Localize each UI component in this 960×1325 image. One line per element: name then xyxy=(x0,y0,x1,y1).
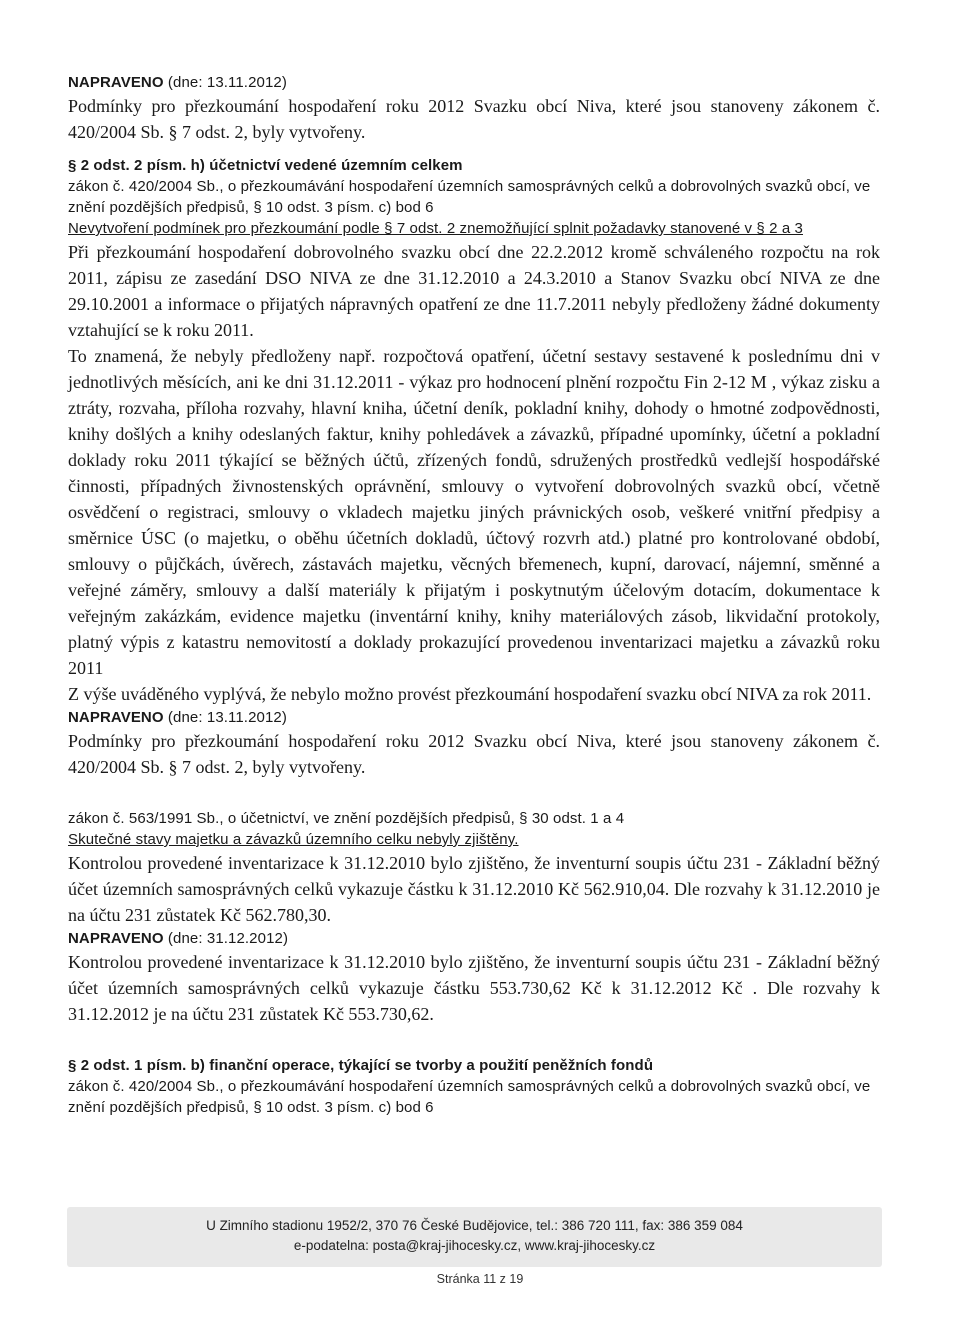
law-reference: zákon č. 420/2004 Sb., o přezkoumávání hospodaření územních samosprávných celků a dobrovolných svazků obcí, ve znění pozdějších předpisů, § 10 odst. 3 písm. c) bod 6 xyxy=(68,1078,871,1116)
status-line xyxy=(68,72,880,93)
status-label: NAPRAVENO xyxy=(68,930,164,947)
finding-title: Skutečné stavy majetku a závazků územního celku nebyly zjištěny. xyxy=(68,831,519,848)
remedy-text: Podmínky pro přezkoumání hospodaření roku 2012 Svazku obcí Niva, které jsou stanoveny zákonem č. 420/2004 Sb. § 7 odst. 2, byly vytvořeny. xyxy=(68,96,880,142)
finding-paragraph: Při přezkoumání hospodaření dobrovolného svazku obcí dne 22.2.2012 kromě schváleného rozpočtu na rok 2011, zápisu ze zasedání DSO NIVA ze dne 31.12.2010 a 24.3.2010 a Stanov Svazku obcí NIVA ze dne 29.10.2001 a informace o přijatých nápravných opatření ze dne 11.7.2011 nebyly předloženy žádné dokumenty vztahující se k roku 2011. xyxy=(68,242,880,340)
footer-contact-box xyxy=(67,1207,882,1267)
finding-title: Nevytvoření podmínek pro přezkoumání podle § 7 odst. 2 znemožňující splnit požadavky stanovené v § 2 a 3 xyxy=(68,220,803,237)
finding-paragraph: Z výše uváděného vyplývá, že nebylo možno provést přezkoumání hospodaření svazku obcí NIVA za rok 2011. xyxy=(68,684,872,704)
document-body xyxy=(68,72,880,1118)
status-label: NAPRAVENO xyxy=(68,709,164,726)
footer-contact: e-podatelna: posta@kraj-jihocesky.cz, www.kraj-jihocesky.cz xyxy=(293,1238,656,1253)
finding-paragraph: To znamená, že nebyly předloženy např. rozpočtová opatření, účetní sestavy sestavené k poslednímu dni v jednotlivých měsících, ani ke dni 31.12.2011 - výkaz pro hodnocení plnění rozpočtu Fin 2-12 M , výkaz zisku a ztráty, rozvaha, příloha rozvahy, hlavní kniha, účetní deník, pokladní knihy, dohody o hmotné zodpovědnosti, knihy došlých a knihy odeslaných faktur, knihy pohledávek a závazků, případné upomínky, účetní a pokladní doklady roku 2011 týkající se běžných účtů, zřízených fondů, sdružených prostředků vedlejší hospodářské činnosti, případných živnostenských oprávnění, smlouvy o vytvoření dobrovolných svazků obcí, včetně osvědčení o registraci, smlouvy o vkladech majetku jiných právnických osob, veškeré vnitřní předpisy a směrnice ÚSC (o majetku, o oběhu účetních dokladů, účtový rozvrh atd.) platné pro kontrolované období, smlouvy o půjčkách, úvěrech, zástavách majetku, věcných břemenech, kupní, darovací, nájemní, směnné a veřejné záměry, smlouvy a další materiály k přijatým i poskytnutým účelovým dotacím, dokumentace k veřejným zakázkám, evidence majetku (inventární knihy, knihy materiálových zásob, likvidační protokoly, platný výpis z katastru nemovitostí a doklady prokazující provedenou inventarizaci majetku a závazků roku 2011 xyxy=(68,346,880,678)
section-heading: § 2 odst. 1 písm. b) finanční operace, týkající se tvorby a použití peněžních fondů xyxy=(68,1057,654,1074)
law-reference: zákon č. 563/1991 Sb., o účetnictví, ve znění pozdějších předpisů, § 30 odst. 1 a 4 xyxy=(68,810,625,827)
finding-paragraph: Kontrolou provedené inventarizace k 31.12.2010 bylo zjištěno, že inventurní soupis účtu 231 - Základní běžný účet územních samosprávných celků vykazuje částku k 31.12.2010 Kč 562.910,04. Dle rozvahy k 31.12.2010 je na účtu 231 zůstatek Kč 562.780,30. xyxy=(68,853,880,925)
remedy-text: Kontrolou provedené inventarizace k 31.12.2010 bylo zjištěno, že inventurní soupis účtu 231 - Základní běžný účet územních samosprávných celků vykazuje částku 553.730,62 Kč k 31.12.2012 Kč . Dle rozvahy k 31.12.2012 je na účtu 231 zůstatek Kč 553.730,62. xyxy=(68,952,880,1024)
section-heading: § 2 odst. 2 písm. h) účetnictví vedené územním celkem xyxy=(68,157,463,174)
status-date: (dne: 13.11.2012) xyxy=(167,74,287,91)
status-date: (dne: 31.12.2012) xyxy=(167,930,289,947)
page-number: Stránka 11 z 19 xyxy=(436,1272,524,1286)
law-reference: zákon č. 420/2004 Sb., o přezkoumávání hospodaření územních samosprávných celků a dobrovolných svazků obcí, ve znění pozdějších předpisů, § 10 odst. 3 písm. c) bod 6 xyxy=(68,178,871,216)
footer-address: U Zimního stadionu 1952/2, 370 76 České Budějovice, tel.: 386 720 111, fax: 386 359 084 xyxy=(206,1218,743,1233)
remedy-text: Podmínky pro přezkoumání hospodaření roku 2012 Svazku obcí Niva, které jsou stanoveny zákonem č. 420/2004 Sb. § 7 odst. 2, byly vytvořeny. xyxy=(68,731,880,777)
status-line xyxy=(68,707,880,728)
status-label: NAPRAVENO xyxy=(68,74,164,91)
status-date: (dne: 13.11.2012) xyxy=(167,709,287,726)
status-line xyxy=(68,928,880,949)
